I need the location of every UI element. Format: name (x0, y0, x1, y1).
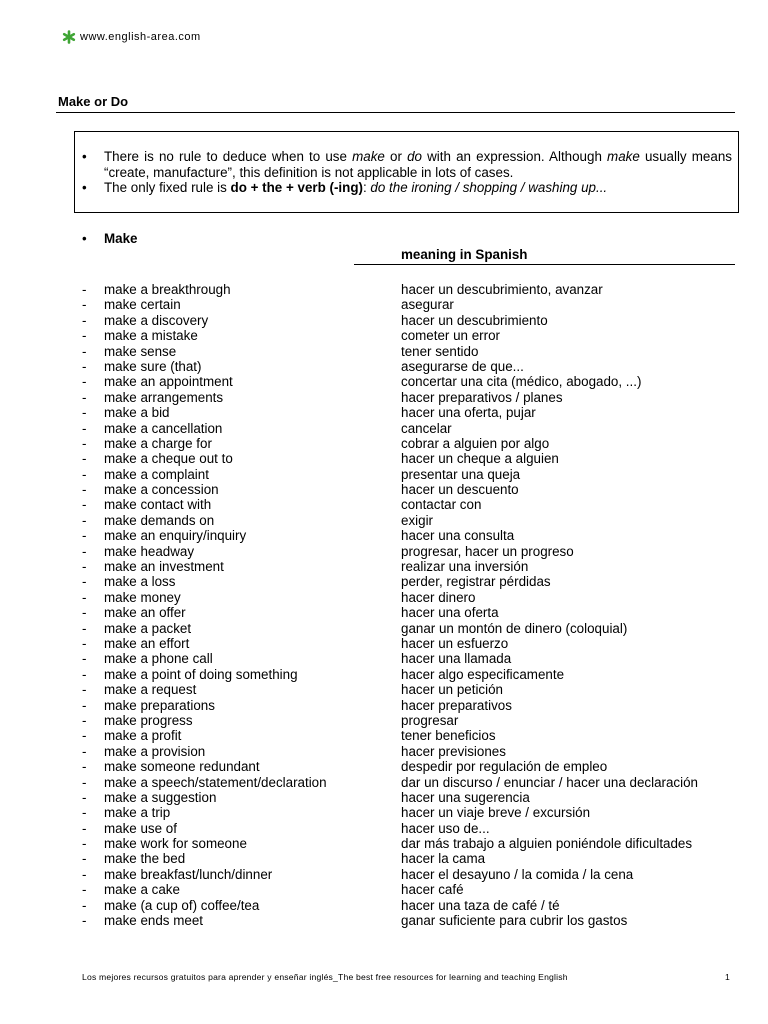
spanish-meaning: hacer un esfuerzo (401, 635, 509, 651)
expression-row (82, 621, 742, 636)
spanish-meaning: hacer una consulta (401, 528, 515, 544)
english-expression: make headway (104, 543, 195, 559)
rule-text: There is no rule to deduce when to use (104, 149, 353, 164)
expression-row (82, 759, 742, 774)
expression-row (82, 421, 742, 436)
expression-row (82, 713, 742, 728)
list-dash: - (82, 374, 87, 390)
english-expression: make contact with (104, 497, 212, 513)
spanish-meaning: hacer un cheque a alguien (401, 451, 559, 467)
expression-row (82, 682, 742, 697)
page-number: 1 (725, 972, 730, 982)
spanish-meaning: hacer preparativos (401, 697, 512, 713)
list-dash: - (82, 913, 87, 929)
bullet: • (82, 180, 87, 195)
list-dash: - (82, 651, 87, 667)
expression-row (82, 805, 742, 820)
expression-row (82, 574, 742, 589)
expression-row (82, 374, 742, 389)
expression-row (82, 559, 742, 574)
english-expression: make use of (104, 820, 177, 836)
expression-row (82, 836, 742, 851)
list-dash: - (82, 882, 87, 898)
spanish-meaning: hacer un descubrimiento (401, 312, 548, 328)
expression-row (82, 405, 742, 420)
list-dash: - (82, 328, 87, 344)
spanish-meaning: hacer previsiones (401, 743, 506, 759)
expression-row (82, 605, 742, 620)
list-dash: - (82, 666, 87, 682)
english-expression: make certain (104, 297, 181, 313)
expression-row (82, 359, 742, 374)
bullet: • (82, 231, 87, 246)
english-expression: make arrangements (104, 389, 224, 405)
expression-row (82, 513, 742, 528)
expression-row (82, 451, 742, 466)
title-underline (56, 112, 735, 113)
spanish-meaning: hacer dinero (401, 589, 476, 605)
spanish-meaning: progresar (401, 712, 459, 728)
spanish-meaning: hacer la cama (401, 851, 486, 867)
expression-row (82, 313, 742, 328)
page-title: Make or Do (58, 94, 129, 109)
english-expression: make a charge for (104, 435, 212, 451)
list-dash: - (82, 635, 87, 651)
english-expression: make a profit (104, 728, 182, 744)
spanish-meaning: asegurarse de que... (401, 358, 524, 374)
spanish-meaning: progresar, hacer un progreso (401, 543, 574, 559)
english-expression: make sure (that) (104, 358, 202, 374)
rule-text: usually means “create, manufacture”, this definition is not applicable in lots of cases. (104, 149, 732, 180)
list-dash: - (82, 851, 87, 867)
english-expression: make an enquiry/inquiry (104, 528, 247, 544)
spanish-meaning: dar un discurso / enunciar / hacer una declaración (401, 774, 699, 790)
site-url[interactable]: www.english-area.com (80, 31, 201, 43)
english-expression: make a provision (104, 743, 206, 759)
spanish-meaning: hacer el desayuno / la comida / la cena (401, 866, 634, 882)
english-expression: make a complaint (104, 466, 209, 482)
expression-row (82, 528, 742, 543)
english-expression: make an investment (104, 559, 224, 575)
list-dash: - (82, 358, 87, 374)
list-dash: - (82, 759, 87, 775)
list-dash: - (82, 466, 87, 482)
list-dash: - (82, 420, 87, 436)
rule-text: : (362, 180, 371, 195)
english-expression: make a mistake (104, 328, 198, 344)
expression-row (82, 698, 742, 713)
section-heading (82, 231, 138, 246)
spanish-meaning: exigir (401, 512, 433, 528)
expression-row (82, 328, 742, 343)
english-expression: make breakfast/lunch/dinner (104, 866, 273, 882)
expression-row (82, 821, 742, 836)
list-dash: - (82, 805, 87, 821)
expression-row (82, 390, 742, 405)
expression-row (82, 436, 742, 451)
list-dash: - (82, 589, 87, 605)
spanish-meaning: hacer una oferta (401, 605, 499, 621)
column-heading-spanish: meaning in Spanish (401, 247, 528, 262)
rule-formula: do + the + verb (-ing) (230, 180, 363, 195)
spanish-meaning: hacer una llamada (401, 651, 512, 667)
list-dash: - (82, 712, 87, 728)
spanish-meaning: ganar suficiente para cubrir los gastos (401, 913, 628, 929)
list-dash: - (82, 343, 87, 359)
expression-row (82, 851, 742, 866)
expression-row (82, 775, 742, 790)
spanish-meaning: hacer café (401, 882, 464, 898)
spanish-meaning: hacer un descubrimiento, avanzar (401, 282, 603, 297)
spanish-meaning: contactar con (401, 497, 482, 513)
english-expression: make a cheque out to (104, 451, 233, 467)
english-expression: make money (104, 589, 181, 605)
list-dash: - (82, 528, 87, 544)
expression-row (82, 497, 742, 512)
expression-row (82, 482, 742, 497)
list-dash: - (82, 282, 87, 297)
english-expression: make a discovery (104, 312, 209, 328)
expression-list (82, 282, 742, 928)
english-expression: make someone redundant (104, 759, 260, 775)
bullet: • (82, 149, 87, 164)
spanish-meaning: hacer algo especificamente (401, 666, 565, 682)
english-expression: make an appointment (104, 374, 233, 390)
expression-row (82, 651, 742, 666)
expression-row (82, 882, 742, 897)
english-expression: make a trip (104, 805, 171, 821)
rule-text: with an expression. Although (421, 149, 608, 164)
english-expression: make an offer (104, 605, 186, 621)
spanish-meaning: hacer preparativos / planes (401, 389, 563, 405)
rule-text: The only fixed rule is (104, 180, 231, 195)
spanish-meaning: hacer una sugerencia (401, 789, 530, 805)
rules-list (82, 149, 732, 196)
english-expression: make a speech/statement/declaration (104, 774, 327, 790)
list-dash: - (82, 497, 87, 513)
spanish-meaning: hacer un viaje breve / excursión (401, 805, 591, 821)
rule-emphasis: make (607, 149, 640, 164)
rule-item-2 (82, 180, 732, 196)
english-expression: make work for someone (104, 836, 247, 852)
expression-row (82, 667, 742, 682)
list-dash: - (82, 728, 87, 744)
list-dash: - (82, 836, 87, 852)
green-asterisk-icon (62, 30, 76, 44)
spanish-meaning: ganar un montón de dinero (coloquial) (401, 620, 628, 636)
spanish-meaning: asegurar (401, 297, 454, 313)
english-expression: make ends meet (104, 913, 203, 929)
list-dash: - (82, 774, 87, 790)
spanish-meaning: presentar una queja (401, 466, 521, 482)
english-expression: make an effort (104, 635, 190, 651)
english-expression: make a concession (104, 482, 219, 498)
list-dash: - (82, 897, 87, 913)
spanish-meaning: cobrar a alguien por algo (401, 435, 550, 451)
spanish-meaning: hacer uso de... (401, 820, 490, 836)
english-expression: make a cancellation (104, 420, 223, 436)
list-dash: - (82, 482, 87, 498)
spanish-meaning: hacer un petición (401, 682, 503, 698)
spanish-meaning: perder, registrar pérdidas (401, 574, 551, 590)
list-dash: - (82, 620, 87, 636)
spanish-meaning: hacer un descuento (401, 482, 519, 498)
english-expression: make a breakthrough (104, 282, 231, 297)
english-expression: make sense (104, 343, 177, 359)
list-dash: - (82, 559, 87, 575)
list-dash: - (82, 682, 87, 698)
english-expression: make a bid (104, 405, 170, 421)
list-dash: - (82, 743, 87, 759)
site-header (62, 30, 201, 44)
list-dash: - (82, 405, 87, 421)
list-dash: - (82, 605, 87, 621)
expression-row (82, 636, 742, 651)
list-dash: - (82, 389, 87, 405)
expression-row (82, 282, 742, 297)
list-dash: - (82, 435, 87, 451)
rule-emphasis: do (407, 149, 422, 164)
english-expression: make progress (104, 712, 193, 728)
footer-text: Los mejores recursos gratuitos para aprender y enseñar inglés_The best free resources for learning and teaching English (82, 972, 568, 982)
list-dash: - (82, 866, 87, 882)
spanish-meaning: tener beneficios (401, 728, 496, 744)
english-expression: make a loss (104, 574, 176, 590)
expression-row (82, 867, 742, 882)
expression-row (82, 898, 742, 913)
list-dash: - (82, 789, 87, 805)
expression-row (82, 728, 742, 743)
spanish-meaning: cometer un error (401, 328, 500, 344)
spanish-meaning: concertar una cita (médico, abogado, ...) (401, 374, 642, 390)
column-heading-underline (354, 264, 735, 265)
english-expression: make a suggestion (104, 789, 217, 805)
expression-row (82, 590, 742, 605)
list-dash: - (82, 297, 87, 313)
rule-item-1 (82, 149, 732, 180)
english-expression: make a point of doing something (104, 666, 298, 682)
expression-row (82, 544, 742, 559)
english-expression: make a packet (104, 620, 192, 636)
english-expression: make a request (104, 682, 197, 698)
spanish-meaning: tener sentido (401, 343, 479, 359)
section-heading-label: Make (104, 231, 138, 246)
english-expression: make a cake (104, 882, 180, 898)
list-dash: - (82, 451, 87, 467)
spanish-meaning: despedir por regulación de empleo (401, 759, 608, 775)
spanish-meaning: hacer una oferta, pujar (401, 405, 536, 421)
spanish-meaning: realizar una inversión (401, 559, 529, 575)
expression-row (82, 913, 742, 928)
list-dash: - (82, 312, 87, 328)
list-dash: - (82, 697, 87, 713)
english-expression: make (a cup of) coffee/tea (104, 897, 260, 913)
expression-row (82, 297, 742, 312)
spanish-meaning: hacer una taza de café / té (401, 897, 560, 913)
list-dash: - (82, 512, 87, 528)
list-dash: - (82, 820, 87, 836)
rule-text: or (384, 149, 408, 164)
expression-row (82, 744, 742, 759)
spanish-meaning: dar más trabajo a alguien poniéndole dificultades (401, 836, 693, 852)
english-expression: make demands on (104, 512, 215, 528)
expression-row (82, 467, 742, 482)
expression-row (82, 344, 742, 359)
expression-row (82, 790, 742, 805)
english-expression: make the bed (104, 851, 186, 867)
english-expression: make a phone call (104, 651, 213, 667)
spanish-meaning: cancelar (401, 420, 452, 436)
english-expression: make preparations (104, 697, 215, 713)
list-dash: - (82, 574, 87, 590)
list-dash: - (82, 543, 87, 559)
rule-emphasis: make (352, 149, 385, 164)
rule-example: do the ironing / shopping / washing up... (370, 180, 608, 195)
